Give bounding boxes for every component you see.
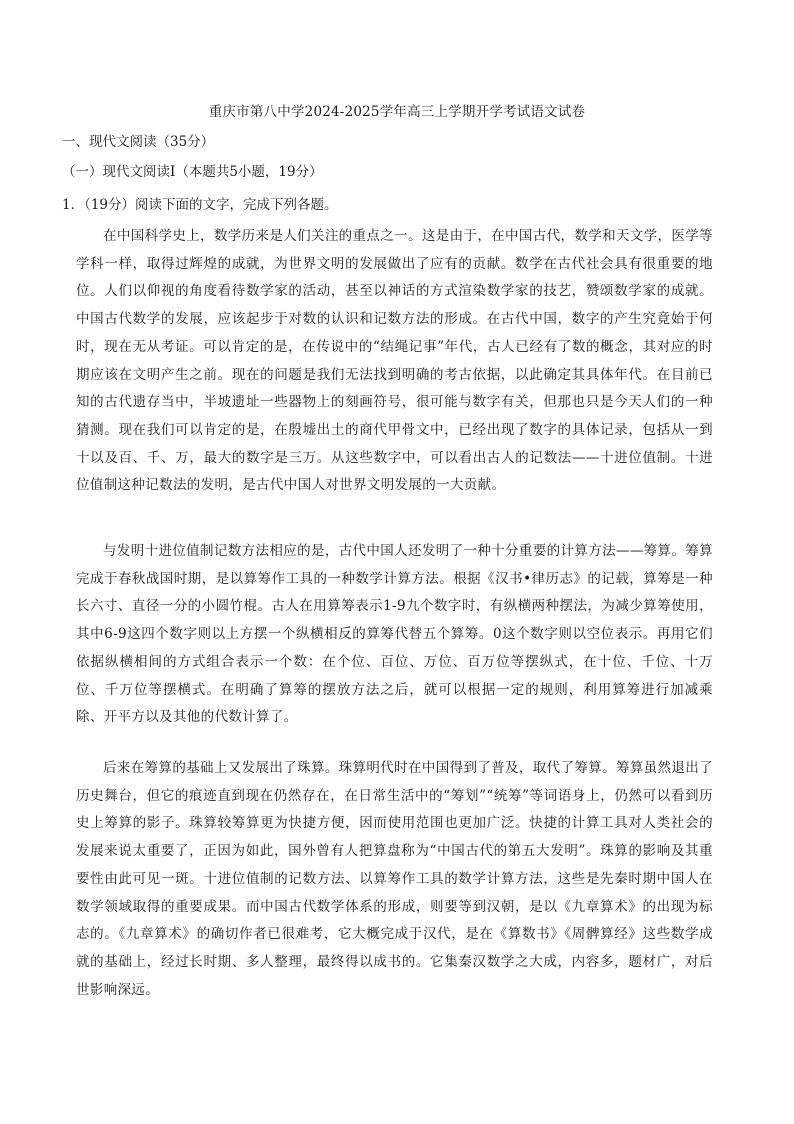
reading-paragraph-3: 后来在筹算的基础上又发展出了珠算。珠算明代时在中国得到了普及，取代了筹算。筹算虽然退出了历史舞台，但它的痕迹直到现在仍然存在，在日常生活中的“筹划”“统筹”等词语身上，仍然可以看到历史上筹算的影子。珠算较筹算更为快捷方便，因而使用范围也更加广泛。快捷的计算工具对人类社会的发展来说太重要了，正因为如此，国外曾有人把算盘称为“中国古代的第五大发明”。珠算的影响及其重要性由此可见一斑。十进位值制的记数方法、以算筹作工具的数学计算方法，这些是先秦时期中国人在数学领域取得的重要成果。而中国古代数学体系的形成，则要等到汉朝，是以《九章算术》的出现为标志的。《九章算术》的确切作者已很难考，它大概完成于汉代，是在《算数书》《周髀算经》这些数学成就的基础上，经过长时期、多人整理，最终得以成书的。它集秦汉数学之大成，内容多，题材广，对后世影响深远。 [76, 760, 713, 998]
reading-paragraph-1: 在中国科学史上，数学历来是人们关注的重点之一。这是由于，在中国古代，数学和天文学，医学等学科一样，取得过辉煌的成就，为世界文明的发展做出了应有的贡献。数学在古代社会具有很重要的地位。人们以仰视的角度看待数学家的活动，甚至以神话的方式渲染数学家的技艺，赞颂数学家的成就。中国古代数学的发展，应该起步于对数的认识和记数方法的形成。在古代中国，数字的产生究竟始于何时，现在无从考证。可以肯定的是，在传说中的“结绳记事”年代，古人已经有了数的概念，其对应的时期应该在文明产生之前。现在的问题是我们无法找到明确的考古依据，以此确定其具体年代。在目前已知的古代遗存当中，半坡遗址一些器物上的刻画符号，很可能与数字有关，但那也只是今天人们的一种猜测。现在我们可以肯定的是，在殷墟出土的商代甲骨文中，已经出现了数字的具体记录，包括从一到十以及百、千、万，最大的数字是三万。从这些数字中，可以看出古人的记数法——十进位值制。十进位值制这种记数法的发明，是古代中国人对世界文明发展的一大贡献。 [76, 228, 713, 494]
document-title: 重庆市第八中学2024-2025学年高三上学期开学考试语文试卷 [208, 104, 586, 120]
reading-paragraph-2: 与发明十进位值制记数方法相应的是，古代中国人还发明了一种十分重要的计算方法——筹算。筹算完成于春秋战国时期，是以算筹作工具的一种数学计算方法。根据《汉书•律历志》的记载，算筹是一种长六寸、直径一分的小圆竹棍。古人在用算筹表示1-9九个数字时，有纵横两种摆法，为减少算筹使用，其中6-9这四个数字则以上方摆一个纵横相反的算筹代替五个算筹。0这个数字则以空位表示。再用它们依据纵横相间的方式组合表示一个数：在个位、百位、万位、百万位等摆纵式，在十位、千位、十万位、千万位等摆横式。在明确了算筹的摆放方法之后，就可以根据一定的规则，利用算筹进行加减乘除、开平方以及其他的代数计算了。 [76, 543, 713, 726]
question-intro: 1．（19分）阅读下面的文字，完成下列各题。 [62, 197, 338, 213]
subsection-heading: （一）现代文阅读Ⅰ（本题共5小题，19分） [62, 164, 323, 180]
section-heading: 一、现代文阅读（35分） [62, 134, 215, 150]
